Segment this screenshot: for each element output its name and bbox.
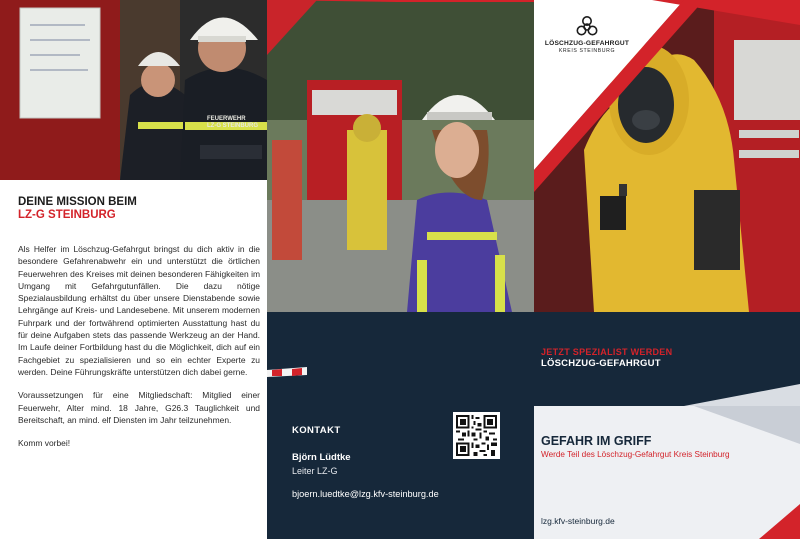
- callout-red: JETZT SPEZIALIST WERDEN: [541, 347, 673, 357]
- jacket-label-bottom: LZ-G STEINBURG: [207, 123, 258, 129]
- biohazard-icon: [575, 16, 599, 38]
- firefighter-woman-photo: [267, 0, 534, 312]
- jacket-label-top: FEUERWEHR: [207, 116, 246, 122]
- lzg-logo: [542, 16, 632, 56]
- contact-role: Leiter LZ-G: [292, 466, 338, 476]
- firefighters-photo: [0, 0, 267, 180]
- logo-subtitle: KREIS STEINBURG: [558, 48, 616, 54]
- right-panel: [534, 0, 800, 539]
- body-paragraph: Voraussetzungen für eine Mitgliedschaft: Mitglied einer Feuerwehr, Alter mind. 18 Jahre, G26.3 Tauglichkeit und Bereitschaft, an mind. elf Diensten im Jahr teilzunehmen.: [18, 390, 260, 425]
- headline: GEFAHR IM GRIFF: [541, 434, 652, 448]
- callout-white: LÖSCHZUG-GEFAHRGUT: [541, 358, 661, 369]
- mission-subtitle: LZ-G STEINBURG: [18, 209, 116, 221]
- contact-name: Björn Lüdtke: [292, 452, 351, 463]
- body-paragraph: Als Helfer im Löschzug-Gefahrgut bringst du dich aktiv in die besondere Gefahrenabwehr ein und unterstützt die örtlichen Feuerwehren des Kreises mit deinen besonderen Fähigkeiten im Umgang mit Gefahrgutunfällen. Die dazu nötige Spezialausbildung erhältst du über unsere Dienstabende sowie Lehrgänge auf Kreis- und Landesebene. Mit unserem modernen Fuhrpark und der fortwährend optimierten Ausstattung hast du für deine Aufgaben stets das passende Werkzeug an der Hand. Im Laufe deiner Fortbildung hast du die Möglichkeit, dich auf ein Fachgebiet zu spezialisieren und so ein echter Experte zu werden. Deine Führungskräfte unterstützen dich dabei gerne.: [18, 244, 260, 377]
- body-paragraph: Komm vorbei!: [18, 438, 71, 449]
- red-white-tape: [267, 366, 534, 378]
- left-panel: [0, 0, 267, 539]
- middle-panel: [267, 0, 534, 539]
- logo-title: LÖSCHZUG-GEFAHRGUT: [544, 40, 630, 47]
- jacket-label: [207, 116, 258, 130]
- tagline: Werde Teil des Löschzug-Gefahrgut Kreis Steinburg: [541, 450, 730, 459]
- mission-body: [18, 243, 260, 449]
- website-link[interactable]: lzg.kfv-steinburg.de: [541, 516, 615, 526]
- qr-code[interactable]: [453, 412, 500, 459]
- contact-email-link[interactable]: bjoern.luedtke@lzg.kfv-steinburg.de: [292, 489, 439, 499]
- mission-title: DEINE MISSION BEIM: [18, 196, 137, 208]
- contact-heading: KONTAKT: [292, 425, 341, 436]
